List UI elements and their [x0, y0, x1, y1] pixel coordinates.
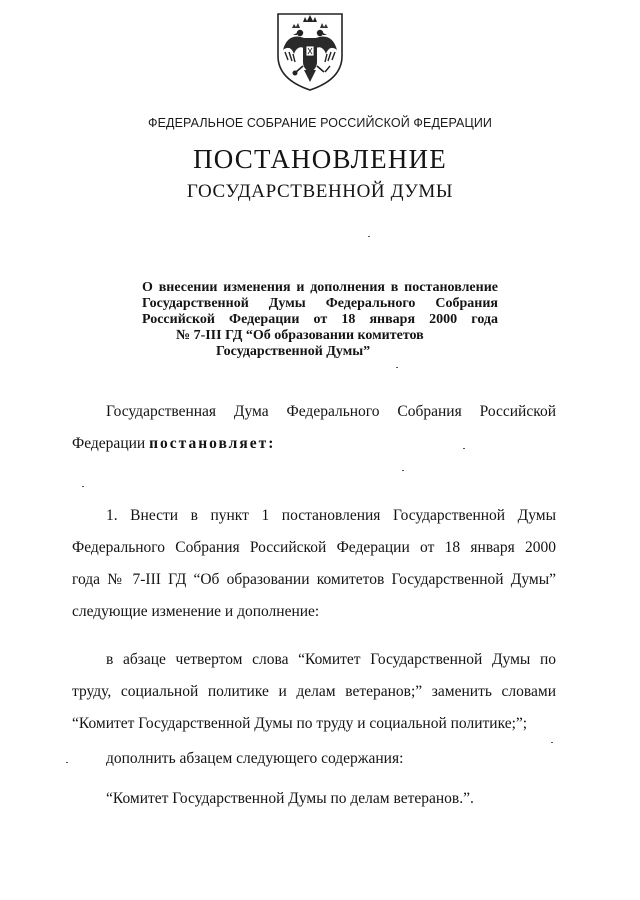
scan-speck [82, 486, 84, 487]
clause-line: 1. Внести в пункт 1 постановления Государственной Думы [106, 507, 556, 524]
subject-line: Государственной Думы” [216, 344, 371, 359]
subject-line: Государственной Думы Федерального Собрания [142, 296, 498, 311]
clause-line: следующие изменение и дополнение: [72, 603, 320, 620]
amendment-line: в абзаце четвертом слова “Комитет Государственной Думы по [106, 651, 556, 668]
preamble [72, 396, 556, 460]
new-paragraph-text [72, 783, 556, 815]
scan-speck [463, 448, 465, 449]
new-paragraph-line: “Комитет Государственной Думы по делам ветеранов.”. [106, 790, 474, 807]
scan-speck [396, 367, 398, 368]
amendment-line: труду, социальной политике и делам ветеранов;” заменить словами [72, 683, 556, 700]
subject-line: Российской Федерации от 18 января 2000 года [142, 312, 498, 327]
scan-speck [368, 236, 370, 237]
scan-speck [402, 470, 404, 471]
preamble-text: Федерации [72, 435, 150, 452]
amendment-paragraph [72, 644, 556, 740]
subject-line: О внесении изменения и дополнения в постановление [142, 280, 498, 295]
clause-line: года № 7-III ГД “Об образовании комитетов Государственной Думы” [72, 571, 556, 588]
addition-line: дополнить абзацем следующего содержания: [106, 750, 404, 767]
document-issuer: ГОСУДАРСТВЕННОЙ ДУМЫ [186, 181, 454, 202]
russian-coat-of-arms-icon [270, 8, 350, 92]
preamble-line: Государственная Дума Федерального Собрания Российской [106, 403, 556, 420]
coat-of-arms-emblem [270, 8, 350, 92]
scan-speck [66, 762, 68, 763]
clause-line: Федерального Собрания Российской Федерации от 18 января 2000 [72, 539, 556, 556]
decree-verb: постановляет: [149, 435, 276, 452]
document-type-title: ПОСТАНОВЛЕНИЕ [193, 144, 447, 174]
clause-1 [72, 500, 556, 628]
addition-paragraph [72, 743, 556, 775]
scan-speck [551, 742, 553, 743]
preamble-line [72, 428, 556, 460]
amendment-line: “Комитет Государственной Думы по труду и социальной политике;”; [72, 715, 528, 732]
subject-line: № 7-III ГД “Об образовании комитетов [176, 328, 424, 343]
resolution-subject [142, 280, 498, 360]
federal-assembly-header: ФЕДЕРАЛЬНОЕ СОБРАНИЕ РОССИЙСКОЙ ФЕДЕРАЦИИ [147, 116, 493, 130]
